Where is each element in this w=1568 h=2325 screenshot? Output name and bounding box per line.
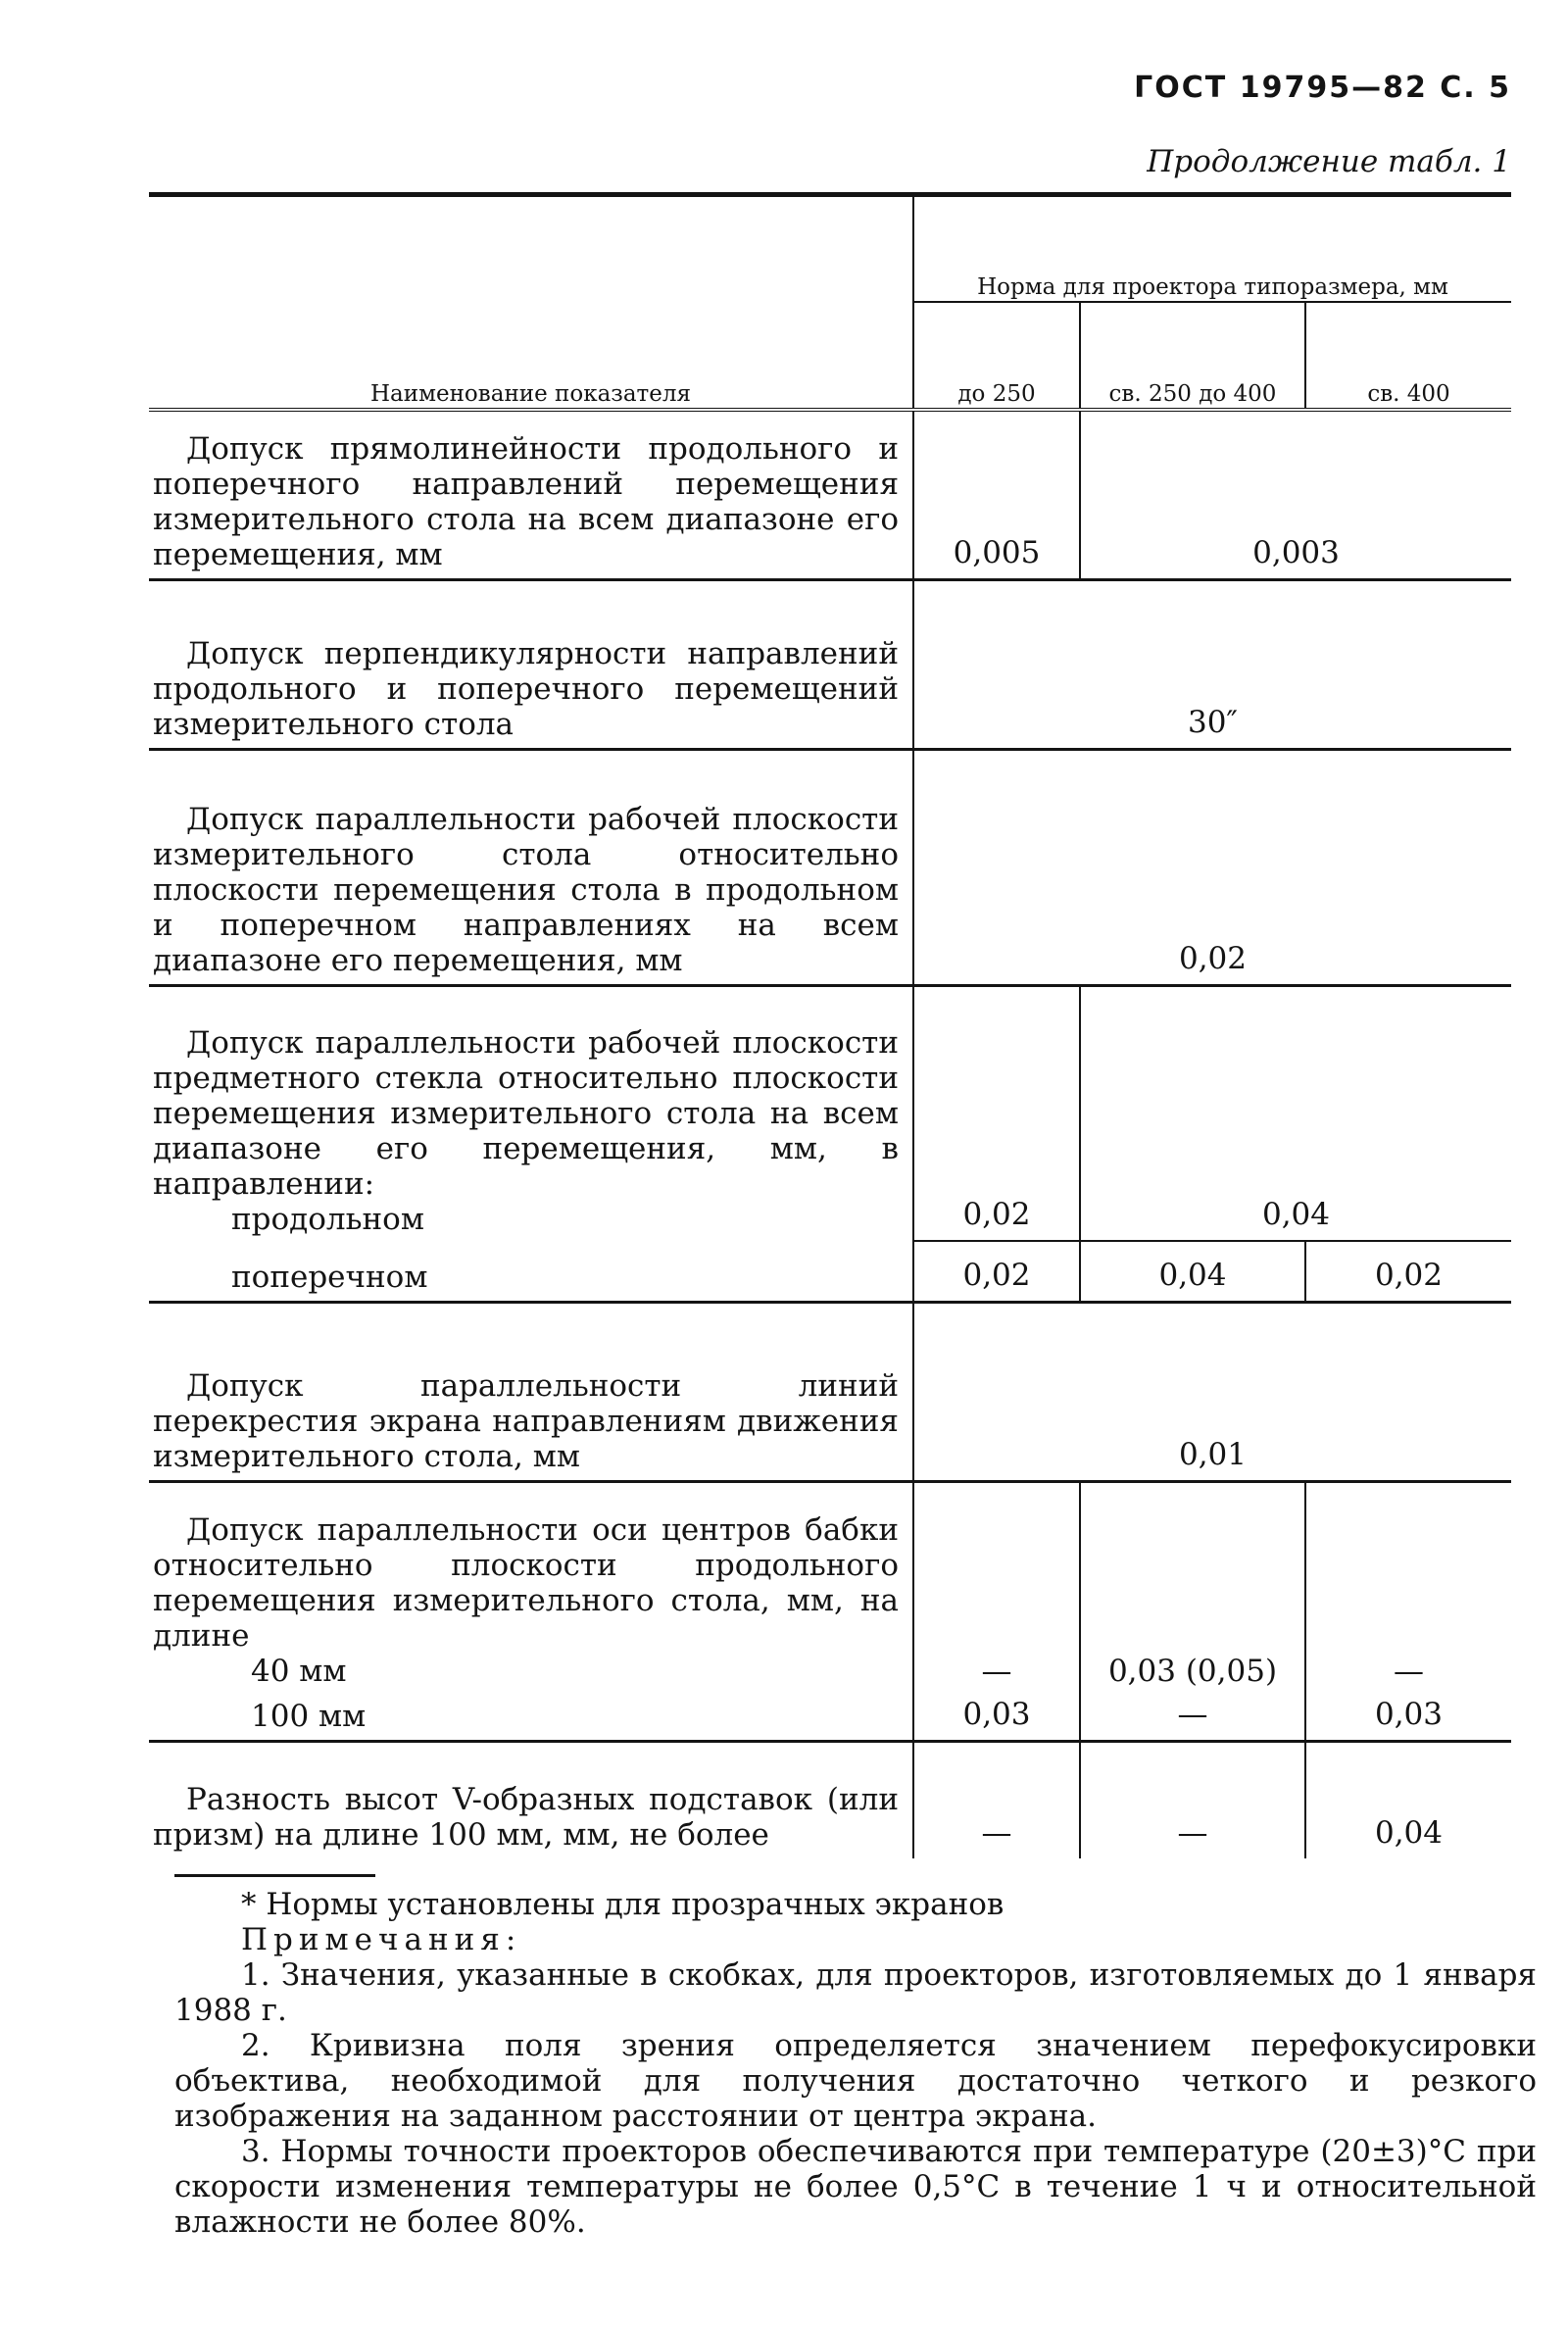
row-value-up-to-250: — bbox=[913, 1742, 1080, 1859]
row-sub-label: поперечном bbox=[231, 1260, 428, 1295]
row-name: Допуск прямолинейности продольного и поперечного направлений перемещения измерительного стола на всем диапазоне его перемещения, мм bbox=[149, 410, 913, 580]
table-row bbox=[149, 986, 1511, 1242]
row-value-up-to-250: 0,02 bbox=[913, 986, 1080, 1242]
table-row bbox=[149, 750, 1511, 986]
row-value-over-250: 0,04 bbox=[1261, 1197, 1331, 1232]
row-value-over-400: 0,04 bbox=[1374, 1815, 1444, 1851]
row-value-over-400: 0,03 bbox=[1305, 1689, 1511, 1742]
row-name: Допуск параллельности рабочей плоскости измерительного стола относительно плоскости перемещения стола в продольном и поперечном направлениях на всем диапазоне его перемещения, мм bbox=[149, 750, 913, 986]
row-name: Разность высот V-образных подставок (или призм) на длине 100 мм, мм, не более bbox=[149, 1742, 913, 1859]
row-sub-label: 100 мм bbox=[251, 1699, 367, 1734]
column-header-norm: Норма для проектора типоразмера, мм bbox=[913, 195, 1511, 302]
column-header-250-to-400: св. 250 до 400 bbox=[1080, 302, 1305, 410]
row-value-all: 0,02 bbox=[913, 750, 1511, 986]
row-value-over-400: 0,02 bbox=[1305, 1241, 1511, 1303]
row-value-250-to-400: — bbox=[1080, 1689, 1305, 1742]
row-value-up-to-250: 0,005 bbox=[913, 410, 1080, 580]
row-sub-label: 40 мм bbox=[251, 1654, 347, 1689]
footnote: * Нормы установлены для прозрачных экранов bbox=[241, 1887, 1004, 1922]
row-name: Допуск параллельности рабочей плоскости предметного стекла относительно плоскости перемещения измерительного стола на всем диапазоне его перемещения, мм, в направлении: продольном bbox=[149, 986, 913, 1242]
table-row bbox=[149, 1241, 1511, 1303]
row-name: Допуск параллельности оси центров бабки относительно плоскости продольного перемещения измерительного стола, мм, на длине 40 мм bbox=[149, 1482, 913, 1690]
table-row bbox=[149, 1482, 1511, 1690]
row-value-up-to-250: — bbox=[913, 1482, 1080, 1690]
table-continuation-label: Продолжение табл. 1 bbox=[1147, 144, 1511, 179]
table-row bbox=[149, 1742, 1511, 1859]
table-row bbox=[149, 1689, 1511, 1742]
row-name: Допуск перпендикулярности направлений продольного и поперечного перемещений измерительного стола bbox=[149, 580, 913, 750]
row-value-over-250: 0,003 bbox=[1080, 410, 1511, 580]
row-value-all: 30″ bbox=[913, 580, 1511, 750]
column-header-over-400: св. 400 bbox=[1305, 302, 1511, 410]
notes-title: Примечания: bbox=[241, 1922, 522, 1957]
column-header-up-to-250: до 250 bbox=[913, 302, 1080, 410]
row-sub-label: продольном bbox=[231, 1202, 424, 1237]
note-1: 1. Значения, указанные в скобках, для проекторов, изготовляемых до 1 января 1988 г. bbox=[174, 1957, 1537, 2028]
page-header-code: ГОСТ 19795—82 С. 5 bbox=[1134, 71, 1511, 105]
row-value-250-to-400: 0,04 bbox=[1080, 1241, 1305, 1303]
row-value-250-to-400: — bbox=[1080, 1742, 1305, 1859]
table-row bbox=[149, 410, 1511, 580]
table-row bbox=[149, 1303, 1511, 1482]
note-2: 2. Кривизна поля зрения определяется значением перефокусировки объектива, необходимой для получения достаточно четкого и резкого изображения на заданном расстоянии от центра экрана. bbox=[174, 2028, 1537, 2134]
row-value-over-400: — bbox=[1394, 1654, 1424, 1689]
row-value-all: 0,01 bbox=[913, 1303, 1511, 1482]
row-value-up-to-250: 0,02 bbox=[913, 1241, 1080, 1303]
column-header-name: Наименование показателя bbox=[149, 195, 913, 411]
note-3: 3. Нормы точности проекторов обеспечиваются при температуре (20±3)°С при скорости изменения температуры не более 0,5°С в течение 1 ч и относительной влажности не более 80%. bbox=[174, 2134, 1537, 2240]
table-row bbox=[149, 580, 1511, 750]
row-name bbox=[149, 1241, 913, 1303]
row-name bbox=[149, 1689, 913, 1742]
row-value-up-to-250: 0,03 bbox=[913, 1689, 1080, 1742]
row-name: Допуск параллельности линий перекрестия экрана направлениям движения измерительного стола, мм bbox=[149, 1303, 913, 1482]
footnote-divider bbox=[174, 1874, 375, 1877]
row-value-250-to-400: 0,03 (0,05) bbox=[1080, 1482, 1305, 1690]
specification-table bbox=[149, 192, 1511, 1858]
notes-section bbox=[174, 1887, 1537, 2240]
